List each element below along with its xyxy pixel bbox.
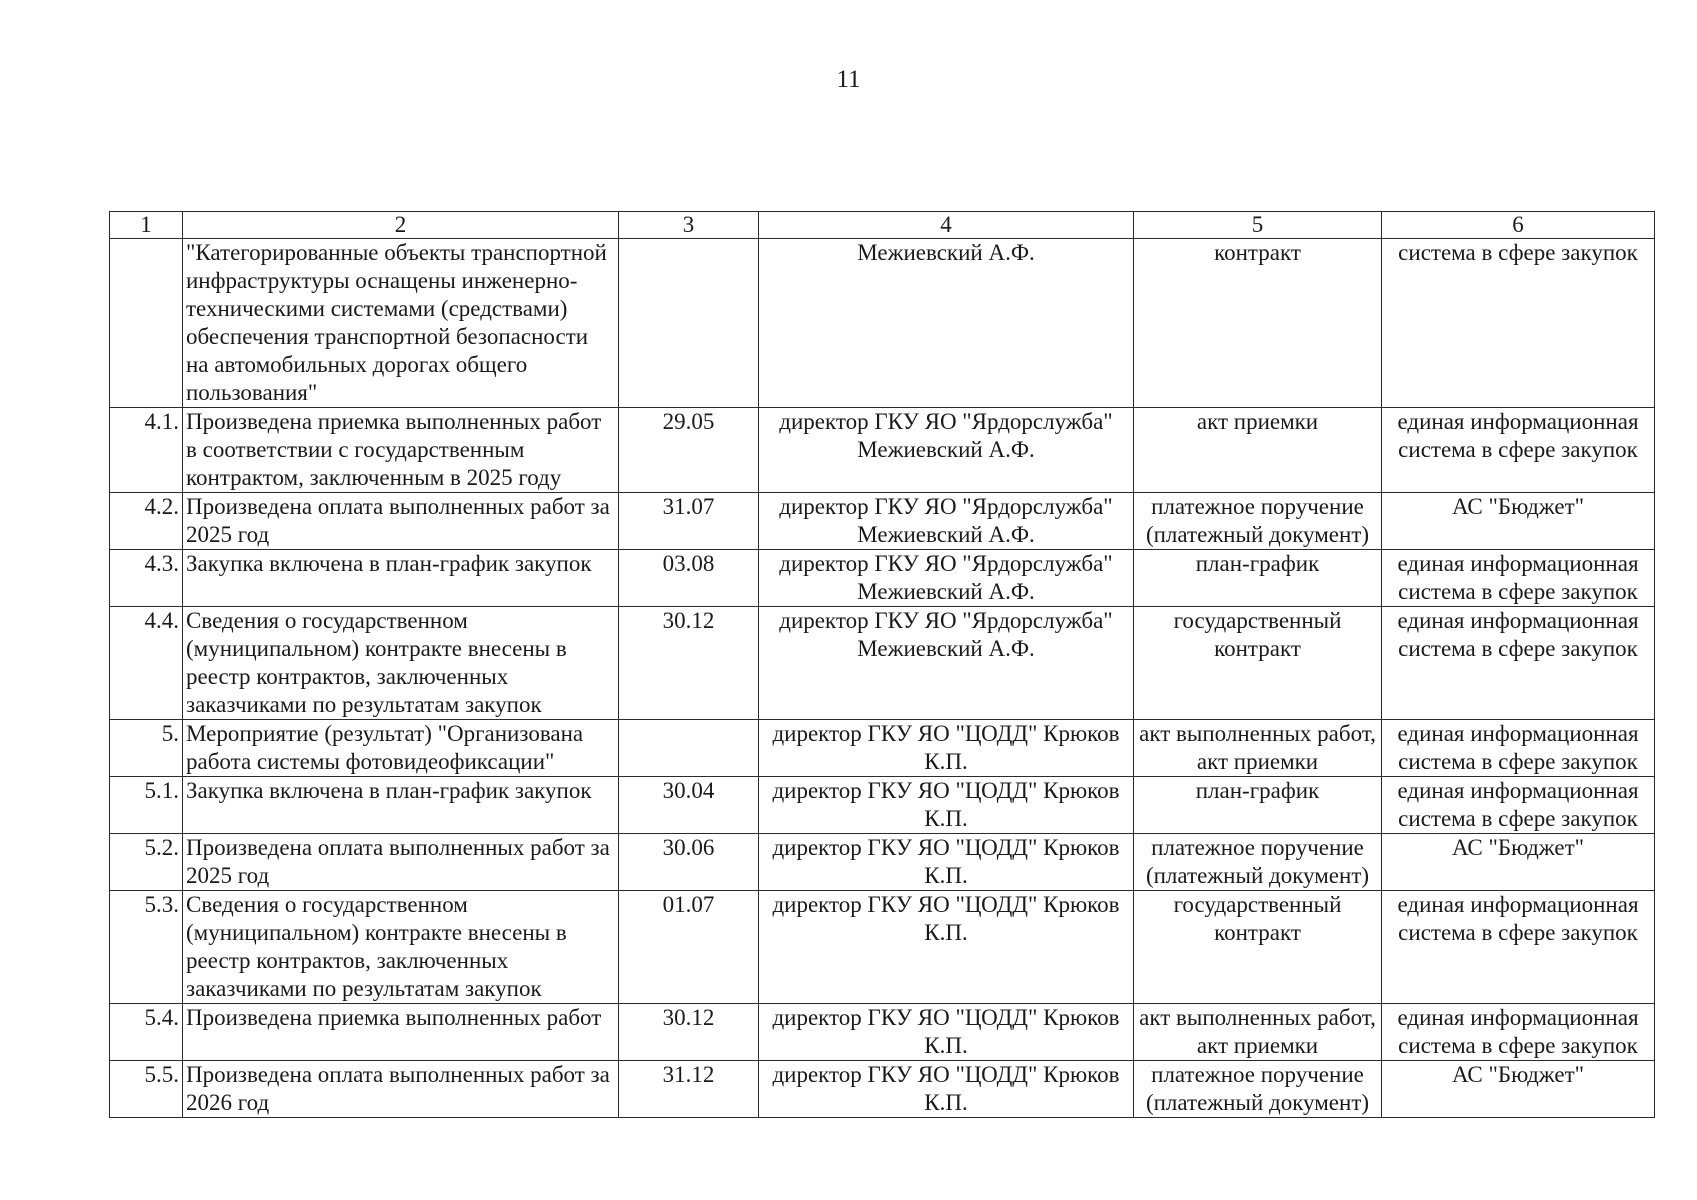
information-system-cell: единая информационная система в сфере закупок — [1382, 607, 1655, 720]
description-cell: "Категорированные объекты транспортной инфраструктуры оснащены инженерно-техническими системами (средствами) обеспечения транспортной безопасности на автомобильных дорогах общего пользования" — [183, 239, 619, 408]
row-number-cell: 5. — [110, 720, 183, 777]
table-row — [110, 408, 1655, 493]
row-number-cell: 5.3. — [110, 891, 183, 1004]
row-number-cell: 5.1. — [110, 777, 183, 834]
table-row — [110, 891, 1655, 1004]
row-number-cell: 4.4. — [110, 607, 183, 720]
document-type-cell: платежное поручение (платежный документ) — [1134, 1061, 1382, 1118]
description-cell: Произведена оплата выполненных работ за 2025 год — [183, 834, 619, 891]
information-system-cell: АС "Бюджет" — [1382, 834, 1655, 891]
table-row — [110, 239, 1655, 408]
document-type-cell: акт выполненных работ, акт приемки — [1134, 1004, 1382, 1061]
document-type-cell: государственный контракт — [1134, 891, 1382, 1004]
table-body — [110, 212, 1655, 1118]
table-row — [110, 834, 1655, 891]
header-cell-5: 5 — [1134, 212, 1382, 239]
document-type-cell: государственный контракт — [1134, 607, 1382, 720]
date-cell: 30.12 — [619, 1004, 759, 1061]
date-cell: 30.04 — [619, 777, 759, 834]
information-system-cell: АС "Бюджет" — [1382, 493, 1655, 550]
document-type-cell: акт приемки — [1134, 408, 1382, 493]
description-cell: Произведена оплата выполненных работ за 2026 год — [183, 1061, 619, 1118]
description-cell: Сведения о государственном (муниципальном) контракте внесены в реестр контрактов, заключенных заказчиками по результатам закупок — [183, 891, 619, 1004]
date-cell: 31.07 — [619, 493, 759, 550]
information-system-cell: единая информационная система в сфере закупок — [1382, 1004, 1655, 1061]
date-cell: 30.12 — [619, 607, 759, 720]
table-row — [110, 607, 1655, 720]
responsible-cell: директор ГКУ ЯО "Ярдорслужба" Межиевский А.Ф. — [759, 607, 1134, 720]
date-cell: 01.07 — [619, 891, 759, 1004]
row-number-cell: 4.2. — [110, 493, 183, 550]
responsible-cell: Межиевский А.Ф. — [759, 239, 1134, 408]
document-type-cell: платежное поручение (платежный документ) — [1134, 834, 1382, 891]
header-cell-4: 4 — [759, 212, 1134, 239]
information-system-cell: единая информационная система в сфере закупок — [1382, 720, 1655, 777]
header-cell-3: 3 — [619, 212, 759, 239]
document-type-cell: план-график — [1134, 777, 1382, 834]
data-table — [109, 211, 1655, 1118]
responsible-cell: директор ГКУ ЯО "ЦОДД" Крюков К.П. — [759, 1004, 1134, 1061]
responsible-cell: директор ГКУ ЯО "Ярдорслужба" Межиевский А.Ф. — [759, 550, 1134, 607]
table-row — [110, 1004, 1655, 1061]
information-system-cell: единая информационная система в сфере закупок — [1382, 777, 1655, 834]
row-number-cell: 4.3. — [110, 550, 183, 607]
document-type-cell: платежное поручение (платежный документ) — [1134, 493, 1382, 550]
description-cell: Произведена приемка выполненных работ — [183, 1004, 619, 1061]
row-number-cell: 5.5. — [110, 1061, 183, 1118]
document-type-cell: план-график — [1134, 550, 1382, 607]
header-cell-6: 6 — [1382, 212, 1655, 239]
information-system-cell: единая информационная система в сфере закупок — [1382, 408, 1655, 493]
document-type-cell: контракт — [1134, 239, 1382, 408]
date-cell: 31.12 — [619, 1061, 759, 1118]
responsible-cell: директор ГКУ ЯО "Ярдорслужба" Межиевский А.Ф. — [759, 493, 1134, 550]
date-cell: 30.06 — [619, 834, 759, 891]
description-cell: Сведения о государственном (муниципальном) контракте внесены в реестр контрактов, заключенных заказчиками по результатам закупок — [183, 607, 619, 720]
date-cell — [619, 239, 759, 408]
description-cell: Произведена оплата выполненных работ за 2025 год — [183, 493, 619, 550]
header-cell-1: 1 — [110, 212, 183, 239]
description-cell: Закупка включена в план-график закупок — [183, 777, 619, 834]
date-cell — [619, 720, 759, 777]
description-cell: Произведена приемка выполненных работ в соответствии с государственным контрактом, заключенным в 2025 году — [183, 408, 619, 493]
row-number-cell: 4.1. — [110, 408, 183, 493]
row-number-cell: 5.4. — [110, 1004, 183, 1061]
responsible-cell: директор ГКУ ЯО "ЦОДД" Крюков К.П. — [759, 720, 1134, 777]
information-system-cell: система в сфере закупок — [1382, 239, 1655, 408]
row-number-cell — [110, 239, 183, 408]
row-number-cell: 5.2. — [110, 834, 183, 891]
page-number: 11 — [836, 66, 861, 93]
description-cell: Закупка включена в план-график закупок — [183, 550, 619, 607]
responsible-cell: директор ГКУ ЯО "ЦОДД" Крюков К.П. — [759, 777, 1134, 834]
information-system-cell: единая информационная система в сфере закупок — [1382, 550, 1655, 607]
responsible-cell: директор ГКУ ЯО "ЦОДД" Крюков К.П. — [759, 891, 1134, 1004]
information-system-cell: единая информационная система в сфере закупок — [1382, 891, 1655, 1004]
document-type-cell: акт выполненных работ, акт приемки — [1134, 720, 1382, 777]
table-row — [110, 720, 1655, 777]
responsible-cell: директор ГКУ ЯО "Ярдорслужба" Межиевский А.Ф. — [759, 408, 1134, 493]
date-cell: 03.08 — [619, 550, 759, 607]
table-row — [110, 550, 1655, 607]
table-row — [110, 1061, 1655, 1118]
description-cell: Мероприятие (результат) "Организована работа системы фотовидеофиксации" — [183, 720, 619, 777]
table-row — [110, 493, 1655, 550]
table-header-row — [110, 212, 1655, 239]
responsible-cell: директор ГКУ ЯО "ЦОДД" Крюков К.П. — [759, 834, 1134, 891]
information-system-cell: АС "Бюджет" — [1382, 1061, 1655, 1118]
date-cell: 29.05 — [619, 408, 759, 493]
header-cell-2: 2 — [183, 212, 619, 239]
table-row — [110, 777, 1655, 834]
responsible-cell: директор ГКУ ЯО "ЦОДД" Крюков К.П. — [759, 1061, 1134, 1118]
